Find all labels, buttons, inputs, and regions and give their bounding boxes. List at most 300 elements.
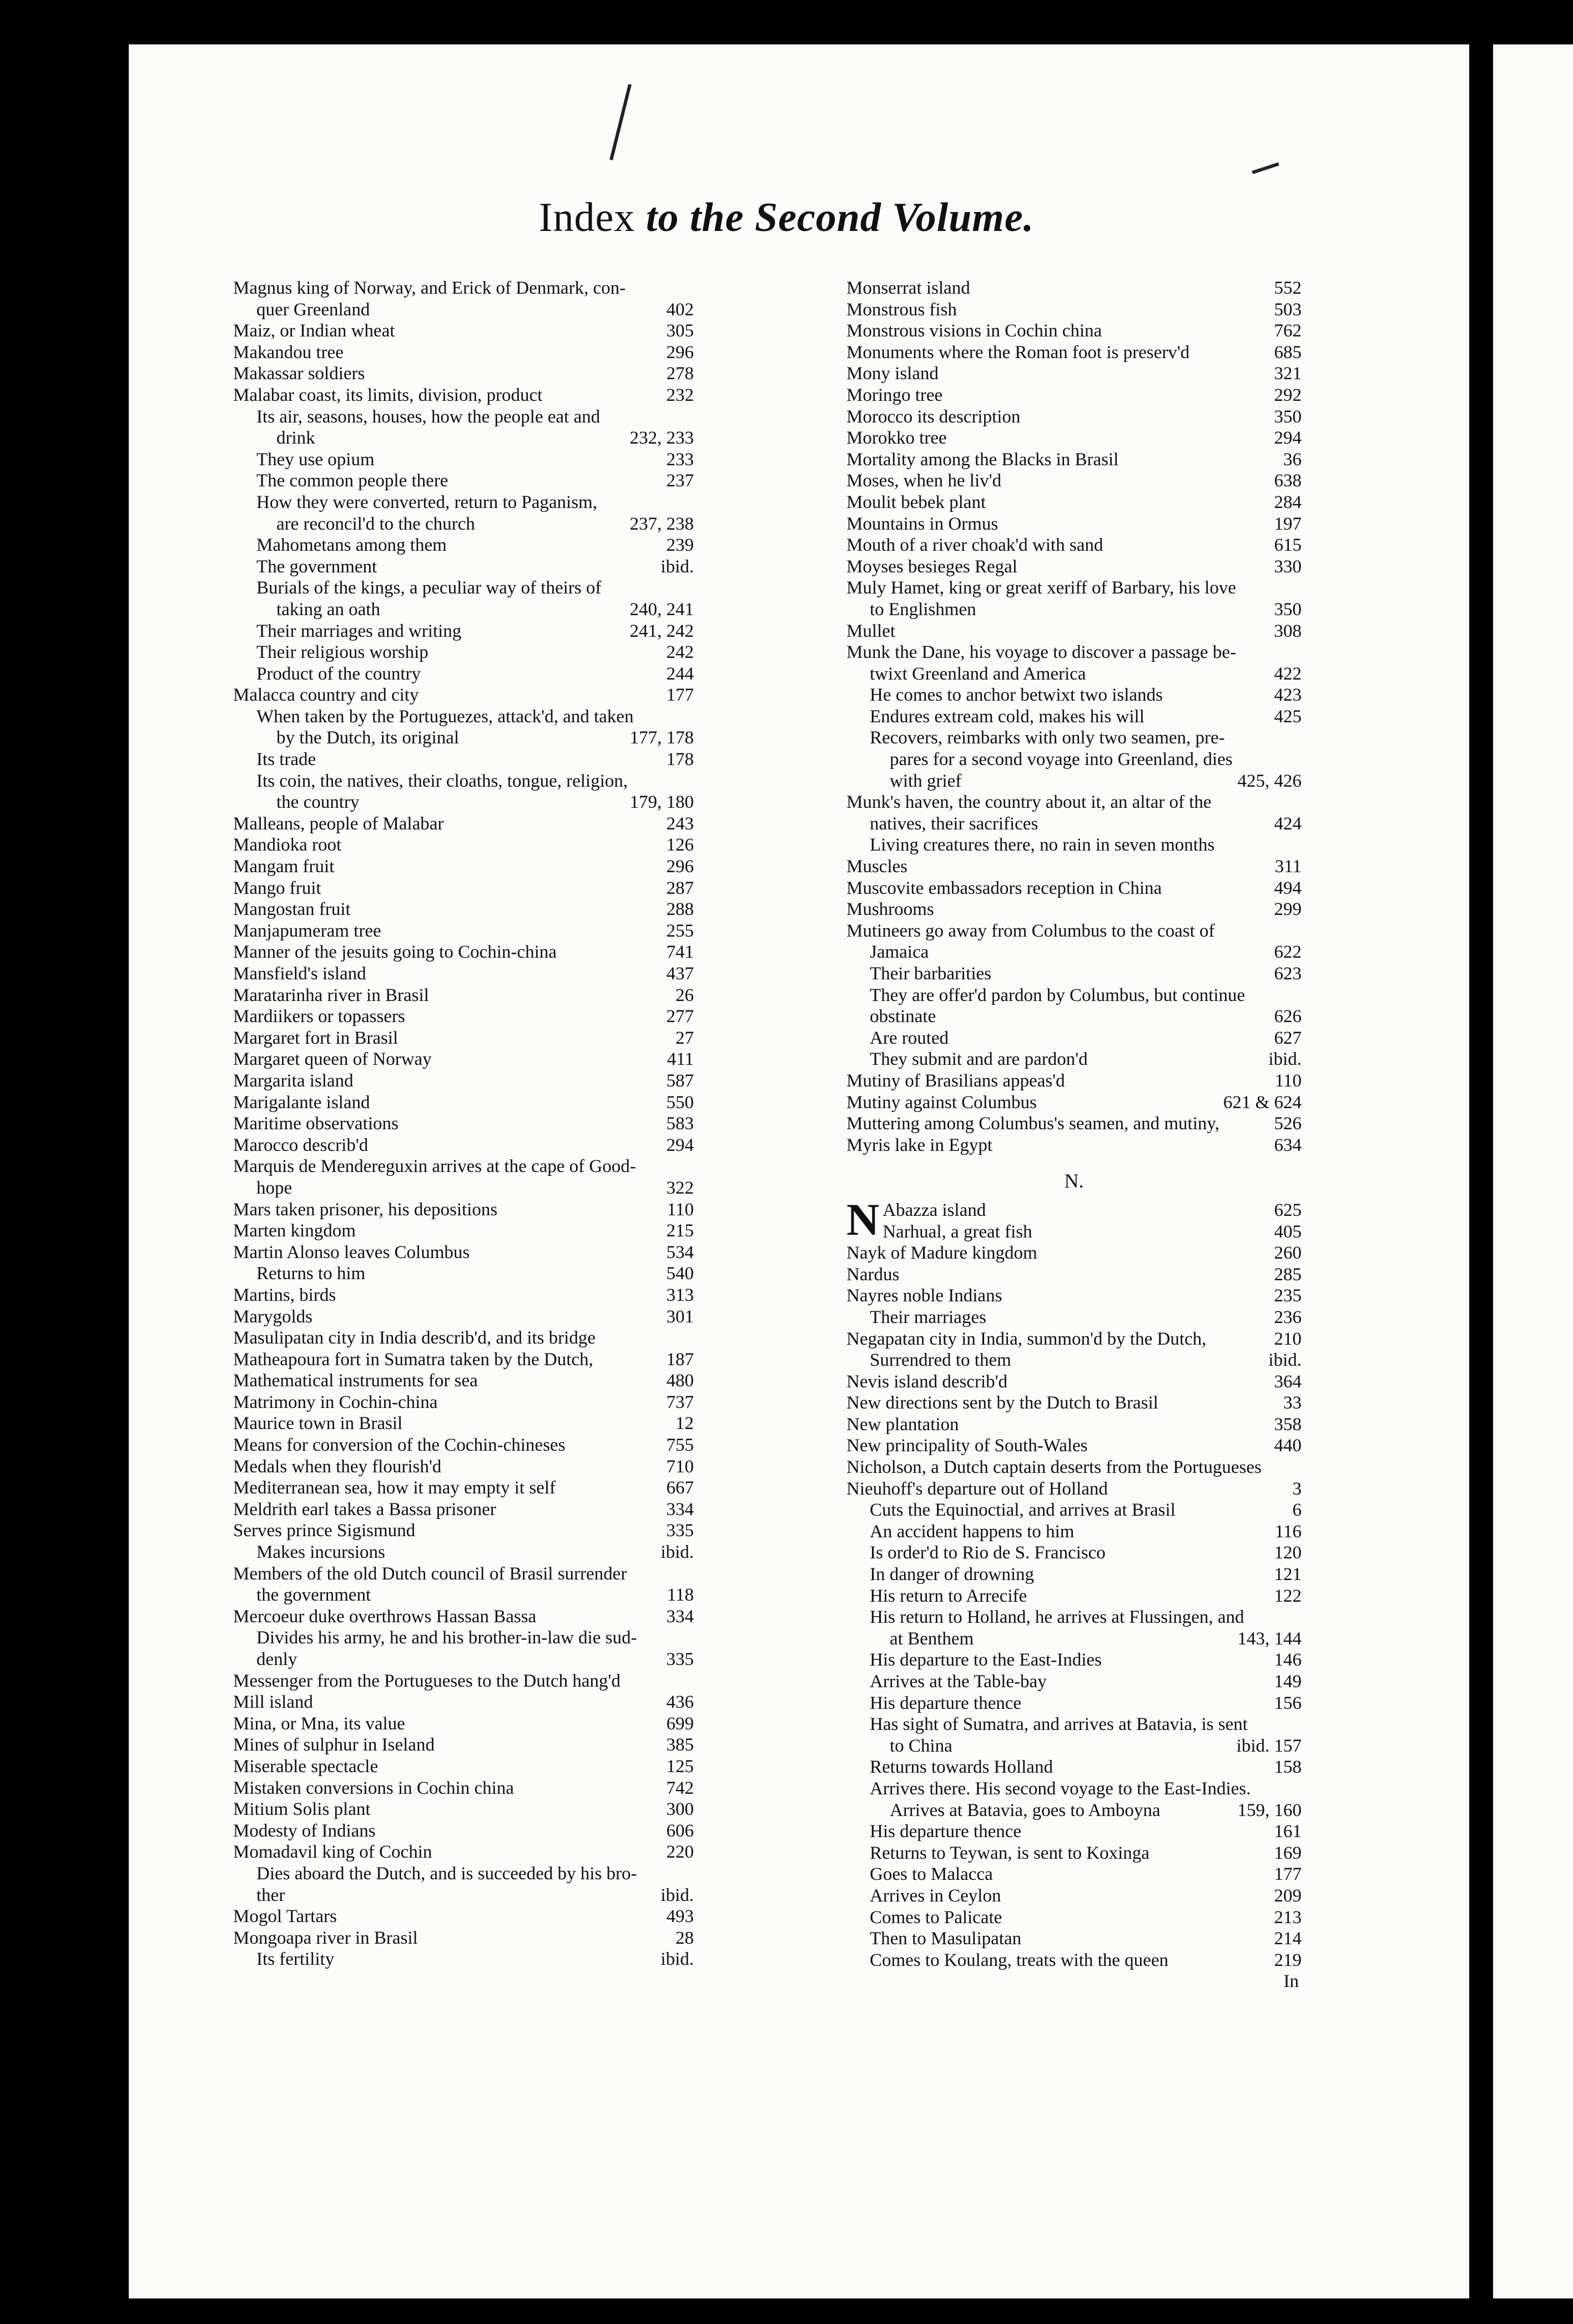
index-entry (233, 792, 694, 813)
entry-text: Moringo tree (846, 385, 943, 405)
index-entry (233, 1756, 694, 1778)
index-entry (233, 1928, 694, 1949)
entry-text: Comes to Koulang, treats with the queen (870, 1950, 1168, 1970)
entry-page: ibid. (661, 556, 694, 577)
index-entry (846, 1478, 1302, 1500)
entry-page: 321 (1274, 364, 1302, 384)
entry-text: drink (276, 428, 315, 449)
entry-text: Magnus king of Norway, and Erick of Denmark, con- (233, 278, 626, 298)
entry-text: Their barbarities (870, 964, 991, 984)
entry-page: 169 (1274, 1843, 1302, 1863)
entry-text: Mediterranean sea, how it may empty it self (233, 1478, 556, 1498)
entry-page: 232, 233 (629, 428, 694, 449)
index-entry (233, 1263, 694, 1285)
entry-text: pares for a second voyage into Greenland, dies (890, 749, 1233, 770)
index-entry (846, 470, 1302, 492)
entry-text: Divides his army, he and his brother-in-law die sud- (256, 1628, 637, 1648)
entry-text: Mountains in Ormus (846, 514, 999, 534)
entry-text: Cuts the Equinoctial, and arrives at Brasil (870, 1500, 1176, 1521)
entry-text: Monserrat island (846, 278, 970, 298)
index-entry (846, 363, 1302, 385)
right-index-column (846, 278, 1302, 1993)
index-entry (233, 1627, 694, 1649)
index-entry (233, 1885, 694, 1907)
entry-page: 36 (1283, 449, 1302, 470)
index-entry (846, 899, 1302, 920)
drop-cap-n: N (846, 1194, 880, 1245)
entry-page: 587 (666, 1070, 694, 1091)
entry-text: When taken by the Portuguezes, attack'd, and taken (256, 706, 634, 727)
entry-page: 623 (1274, 964, 1302, 984)
entry-page: 243 (666, 813, 694, 834)
entry-page: 311 (1274, 857, 1302, 877)
entry-text: Medals when they flourish'd (233, 1456, 442, 1477)
entry-text: An accident happens to him (870, 1521, 1075, 1542)
index-entry (846, 1521, 1302, 1543)
entry-page: 638 (1274, 471, 1302, 491)
entry-page: 33 (1283, 1393, 1302, 1413)
entry-page: 422 (1274, 663, 1302, 684)
entry-text: Abazza island (883, 1200, 986, 1220)
entry-text: They are offer'd pardon by Columbus, but continue (870, 985, 1246, 1005)
title-rest: to the Second Volume. (646, 195, 1035, 240)
index-entry (233, 685, 694, 706)
entry-page: 292 (1274, 385, 1302, 405)
index-entry (846, 621, 1302, 642)
index-entry (846, 1821, 1302, 1843)
entry-text: His departure to the East-Indies (870, 1650, 1102, 1671)
index-entry (846, 1457, 1302, 1478)
entry-page: 178 (666, 749, 694, 770)
index-entry (846, 449, 1302, 471)
entry-text: Moulit bebek plant (846, 492, 986, 512)
entry-text: obstinate (870, 1007, 936, 1027)
entry-page: 385 (666, 1735, 694, 1755)
entry-text: by the Dutch, its original (276, 728, 460, 748)
entry-page: 296 (666, 342, 694, 363)
entry-text: Mansfield's island (233, 964, 366, 984)
entry-text: Mushrooms (846, 899, 934, 920)
entry-text: Its air, seasons, houses, how the people eat and (256, 406, 601, 427)
index-entry (233, 449, 694, 471)
entry-text: Muscovite embassadors reception in China (846, 878, 1162, 898)
entry-text: Malacca country and city (233, 685, 419, 706)
index-entry (233, 1906, 694, 1928)
entry-text: Mutiny of Brasilians appeas'd (846, 1070, 1065, 1091)
entry-text: Muscles (846, 857, 908, 877)
entry-text: Comes to Palicate (870, 1907, 1002, 1928)
entry-page: 411 (667, 1049, 694, 1070)
catchword: In (1283, 1971, 1299, 1992)
index-entry (846, 663, 1302, 685)
entry-text: with grief (890, 771, 962, 791)
index-entry (846, 1435, 1302, 1457)
index-entry (233, 1456, 694, 1478)
index-entry (846, 1714, 1302, 1736)
index-entry (846, 642, 1302, 663)
entry-text: Miserable spectacle (233, 1756, 379, 1777)
entry-text: Mina, or Mna, its value (233, 1713, 405, 1734)
entry-page: ibid. (1268, 1350, 1302, 1371)
entry-page: 209 (1274, 1885, 1302, 1906)
entry-text: Moyses besieges Regal (846, 556, 1017, 577)
index-entry (233, 406, 694, 428)
entry-page: 214 (1274, 1929, 1302, 1949)
entry-page: 288 (666, 899, 694, 920)
index-entry (233, 878, 694, 899)
entry-page: 423 (1274, 685, 1302, 706)
entry-text: Meldrith earl takes a Bassa prisoner (233, 1499, 496, 1520)
index-entry (233, 470, 694, 492)
entry-page: 322 (666, 1178, 694, 1198)
index-entry (233, 1499, 694, 1521)
entry-page: ibid. (661, 1542, 694, 1563)
index-entry (846, 535, 1302, 556)
entry-text: Mandioka root (233, 835, 342, 856)
index-entry (233, 920, 694, 942)
entry-page: 294 (666, 1135, 694, 1155)
entry-page: 627 (1274, 1028, 1302, 1048)
entry-text: Their religious worship (256, 642, 428, 663)
entry-text: Nieuhoff's departure out of Holland (846, 1478, 1108, 1499)
entry-text: Arrives there. His second voyage to the East-Indies. (870, 1778, 1251, 1799)
entry-page: 12 (675, 1413, 694, 1434)
entry-page: 237, 238 (629, 514, 694, 534)
entry-text: twixt Greenland and America (870, 663, 1086, 684)
entry-text: Mangostan fruit (233, 899, 351, 920)
entry-page: 156 (1274, 1693, 1302, 1713)
entry-page: 277 (666, 1007, 694, 1027)
entry-text: Negapatan city in India, summon'd by the Dutch, (846, 1329, 1207, 1349)
index-entry (846, 1628, 1302, 1650)
index-entry (233, 1285, 694, 1306)
entry-page: 197 (1274, 514, 1302, 534)
entry-text: His return to Holland, he arrives at Flussingen, and (870, 1607, 1244, 1628)
entry-text: Mortality among the Blacks in Brasil (846, 449, 1119, 470)
entry-text: Living creatures there, no rain in seven months (870, 835, 1215, 856)
entry-page: 219 (1274, 1950, 1302, 1970)
entry-text: Monuments where the Roman foot is preserv'd (846, 342, 1190, 363)
entry-page: 405 (1274, 1221, 1302, 1242)
entry-text: In danger of drowning (870, 1565, 1035, 1585)
entry-page: 146 (1274, 1650, 1302, 1671)
entry-text: Mangam fruit (233, 857, 335, 877)
index-entry (233, 899, 694, 920)
index-entry (233, 1199, 694, 1221)
entry-page: 6 (1292, 1500, 1302, 1521)
index-entry (233, 363, 694, 385)
entry-page: 28 (675, 1928, 694, 1948)
entry-page: 177 (666, 685, 694, 706)
entry-page: 622 (1274, 942, 1302, 963)
entry-text: Munk's haven, the country about it, an altar of the (846, 792, 1212, 813)
index-entry (233, 1542, 694, 1563)
entry-page: 299 (1274, 899, 1302, 920)
entry-text: Mongoapa river in Brasil (233, 1928, 418, 1948)
entry-text: Malleans, people of Malabar (233, 813, 444, 834)
title-main: Index (538, 195, 636, 240)
index-entry (233, 385, 694, 406)
entry-text: Modesty of Indians (233, 1820, 376, 1841)
entry-text: New directions sent by the Dutch to Brasil (846, 1393, 1158, 1413)
entry-page: 685 (1274, 342, 1302, 363)
entry-page: 335 (666, 1521, 694, 1541)
index-entry (846, 685, 1302, 706)
entry-page: 278 (666, 364, 694, 384)
entry-text: taking an oath (276, 599, 380, 620)
index-entry (233, 299, 694, 321)
entry-page: 440 (1274, 1436, 1302, 1456)
index-entry (233, 1671, 694, 1692)
index-entry (233, 1092, 694, 1114)
index-entry (233, 1049, 694, 1070)
index-entry (233, 1028, 694, 1049)
index-entry (846, 920, 1302, 942)
index-entry (233, 1349, 694, 1371)
entry-text: Mango fruit (233, 878, 321, 898)
entry-text: Product of the country (256, 663, 421, 684)
index-entry (233, 1584, 694, 1606)
entry-text: Myris lake in Egypt (846, 1135, 993, 1155)
index-entry (846, 342, 1302, 364)
m-entries-continued (846, 278, 1302, 1156)
entry-text: ther (256, 1885, 285, 1905)
index-entry (233, 1006, 694, 1028)
index-entry (846, 427, 1302, 449)
index-entry (233, 834, 694, 856)
entry-page: 503 (1274, 299, 1302, 320)
entry-page: 335 (666, 1649, 694, 1669)
index-entry (233, 621, 694, 642)
index-entry (233, 1820, 694, 1842)
entry-text: Mathematical instruments for sea (233, 1371, 478, 1391)
index-entry (846, 385, 1302, 406)
entry-text: Malabar coast, its limits, division, product (233, 385, 543, 405)
index-entry (846, 599, 1302, 621)
entry-page: 737 (666, 1392, 694, 1412)
entry-page: 334 (666, 1499, 694, 1520)
entry-page: 116 (1274, 1521, 1302, 1542)
entry-text: His return to Arrecife (870, 1586, 1027, 1606)
entry-page: 330 (1274, 556, 1302, 577)
entry-text: Messenger from the Portugueses to the Dutch hang'd (233, 1671, 621, 1691)
index-entry (233, 1370, 694, 1392)
entry-page: 308 (1274, 621, 1302, 641)
entry-text: His departure thence (870, 1693, 1022, 1713)
entry-page: 526 (1274, 1114, 1302, 1134)
entry-text: Arrives in Ceylon (870, 1885, 1001, 1906)
index-entry (846, 320, 1302, 342)
entry-page: 313 (666, 1285, 694, 1305)
entry-text: Manner of the jesuits going to Cochin-china (233, 942, 557, 963)
index-entry (846, 1950, 1302, 1971)
index-entry (233, 642, 694, 663)
entry-page: 534 (666, 1242, 694, 1262)
entry-text: Mullet (846, 621, 895, 641)
entry-text: Mars taken prisoner, his depositions (233, 1199, 498, 1220)
entry-page: 301 (666, 1306, 694, 1327)
entry-page: 552 (1274, 278, 1302, 298)
entry-page: 179, 180 (629, 792, 694, 813)
entry-text: the country (276, 792, 360, 813)
index-entry (846, 771, 1302, 792)
index-entry (846, 1329, 1302, 1350)
entry-text: His departure thence (870, 1822, 1022, 1842)
entry-text: hope (256, 1178, 293, 1198)
entry-page: 255 (666, 920, 694, 941)
entry-text: The common people there (256, 471, 448, 491)
index-entry (846, 1028, 1302, 1049)
index-entry (846, 1564, 1302, 1586)
index-entry (233, 1070, 694, 1092)
entry-page: 402 (666, 299, 694, 320)
entry-text: Marquis de Mendereguxin arrives at the cape of Good- (233, 1156, 636, 1177)
entry-page: 159, 160 (1237, 1800, 1302, 1820)
entry-page: 158 (1274, 1757, 1302, 1778)
entry-page: 296 (666, 857, 694, 877)
entry-text: Mill island (233, 1692, 313, 1713)
entry-page: 260 (1274, 1243, 1302, 1264)
entry-page: 121 (1274, 1565, 1302, 1585)
entry-page: 583 (666, 1114, 694, 1134)
entry-text: Mardiikers or topassers (233, 1007, 405, 1027)
index-entry (846, 706, 1302, 728)
entry-text: Nayres noble Indians (846, 1286, 1002, 1306)
entry-page: 762 (1274, 321, 1302, 341)
entry-page: 621 & 624 (1223, 1092, 1302, 1113)
entry-page: 242 (666, 642, 694, 663)
entry-text: Mogol Tartars (233, 1907, 337, 1927)
entry-page: 122 (1274, 1586, 1302, 1606)
index-entry (846, 278, 1302, 299)
entry-text: natives, their sacrifices (870, 813, 1038, 834)
index-entry (233, 320, 694, 342)
entry-text: Are routed (870, 1028, 949, 1048)
entry-text: Mitium Solis plant (233, 1799, 371, 1820)
index-entry (846, 1800, 1302, 1822)
entry-page: 626 (1274, 1007, 1302, 1027)
index-entry (846, 1693, 1302, 1714)
entry-page: ibid. 157 (1236, 1736, 1302, 1756)
entry-text: Mercoeur duke overthrows Hassan Bassa (233, 1606, 537, 1627)
entry-text: Mony island (846, 364, 939, 384)
index-entry (233, 1949, 694, 1970)
index-entry (846, 514, 1302, 535)
entry-page: 755 (666, 1435, 694, 1456)
index-entry (233, 278, 694, 299)
index-entry (846, 299, 1302, 321)
index-entry (846, 834, 1302, 856)
entry-page: 334 (666, 1606, 694, 1627)
entry-page: 213 (1274, 1907, 1302, 1928)
entry-text: How they were converted, return to Paganism, (256, 492, 597, 512)
index-entry (846, 1757, 1302, 1778)
index-entry (233, 427, 694, 449)
entry-page: 358 (1274, 1414, 1302, 1435)
index-entry (233, 663, 694, 685)
entry-page: 26 (675, 985, 694, 1005)
index-entry (233, 535, 694, 556)
index-entry (846, 1135, 1302, 1156)
entry-text: Recovers, reimbarks with only two seamen, pre- (870, 728, 1225, 748)
entry-text: to Englishmen (870, 599, 976, 620)
index-entry (233, 1799, 694, 1820)
index-entry (846, 1113, 1302, 1135)
entry-page: ibid. (661, 1885, 694, 1905)
index-entry (233, 749, 694, 771)
entry-page: 480 (666, 1371, 694, 1391)
index-entry (233, 1113, 694, 1135)
entry-page: 118 (667, 1585, 694, 1606)
entry-page: 27 (675, 1028, 694, 1048)
entry-text: Its fertility (256, 1949, 335, 1970)
entry-text: Mines of sulphur in Iseland (233, 1735, 435, 1755)
entry-text: Marigalante island (233, 1092, 370, 1113)
index-entry (846, 878, 1302, 899)
index-entry (233, 1842, 694, 1863)
entry-page: 244 (666, 663, 694, 684)
entry-page: 436 (666, 1692, 694, 1713)
index-entry (233, 577, 694, 599)
index-entry (233, 514, 694, 535)
index-entry (233, 1220, 694, 1242)
index-entry (846, 727, 1302, 749)
index-entry (233, 1520, 694, 1542)
entry-text: Mahometans among them (256, 535, 447, 556)
index-entry (233, 1178, 694, 1199)
entry-page: 110 (667, 1199, 694, 1220)
entry-text: are reconcil'd to the church (276, 514, 475, 534)
entry-page: 364 (1274, 1371, 1302, 1392)
entry-page: 350 (1274, 599, 1302, 620)
index-entry (233, 342, 694, 364)
entry-text: They use opium (256, 449, 375, 470)
entry-page: 615 (1274, 535, 1302, 556)
index-entry (233, 492, 694, 514)
entry-page: 424 (1274, 813, 1302, 834)
entry-page: 210 (1274, 1329, 1302, 1349)
entry-text: denly (256, 1649, 298, 1669)
entry-page: 550 (666, 1092, 694, 1113)
entry-text: Jamaica (870, 942, 929, 963)
index-entry (846, 1392, 1302, 1414)
index-entry (883, 1200, 1302, 1221)
index-entry (233, 813, 694, 835)
entry-page: 187 (666, 1349, 694, 1370)
entry-text: Momadavil king of Cochin (233, 1842, 432, 1863)
index-entry (846, 556, 1302, 578)
entry-text: Endures extream cold, makes his will (870, 706, 1145, 727)
entry-page: 606 (666, 1820, 694, 1841)
entry-text: Narhual, a great fish (883, 1221, 1032, 1242)
entry-text: Surrendred to them (870, 1350, 1011, 1371)
index-entry (233, 963, 694, 985)
left-index-column (233, 278, 694, 1970)
index-entry (846, 1414, 1302, 1436)
entry-text: Mutineers go away from Columbus to the coast of (846, 920, 1215, 941)
index-entry (846, 1928, 1302, 1950)
index-entry (846, 577, 1302, 599)
index-entry (233, 1563, 694, 1585)
index-entry (846, 1092, 1302, 1114)
entry-text: Arrives at Batavia, goes to Amboyna (890, 1800, 1161, 1820)
index-entry (846, 1070, 1302, 1092)
entry-page: 699 (666, 1713, 694, 1734)
index-entry (846, 963, 1302, 985)
index-entry (846, 1243, 1302, 1264)
index-entry (846, 1607, 1302, 1628)
index-entry (846, 985, 1302, 1007)
